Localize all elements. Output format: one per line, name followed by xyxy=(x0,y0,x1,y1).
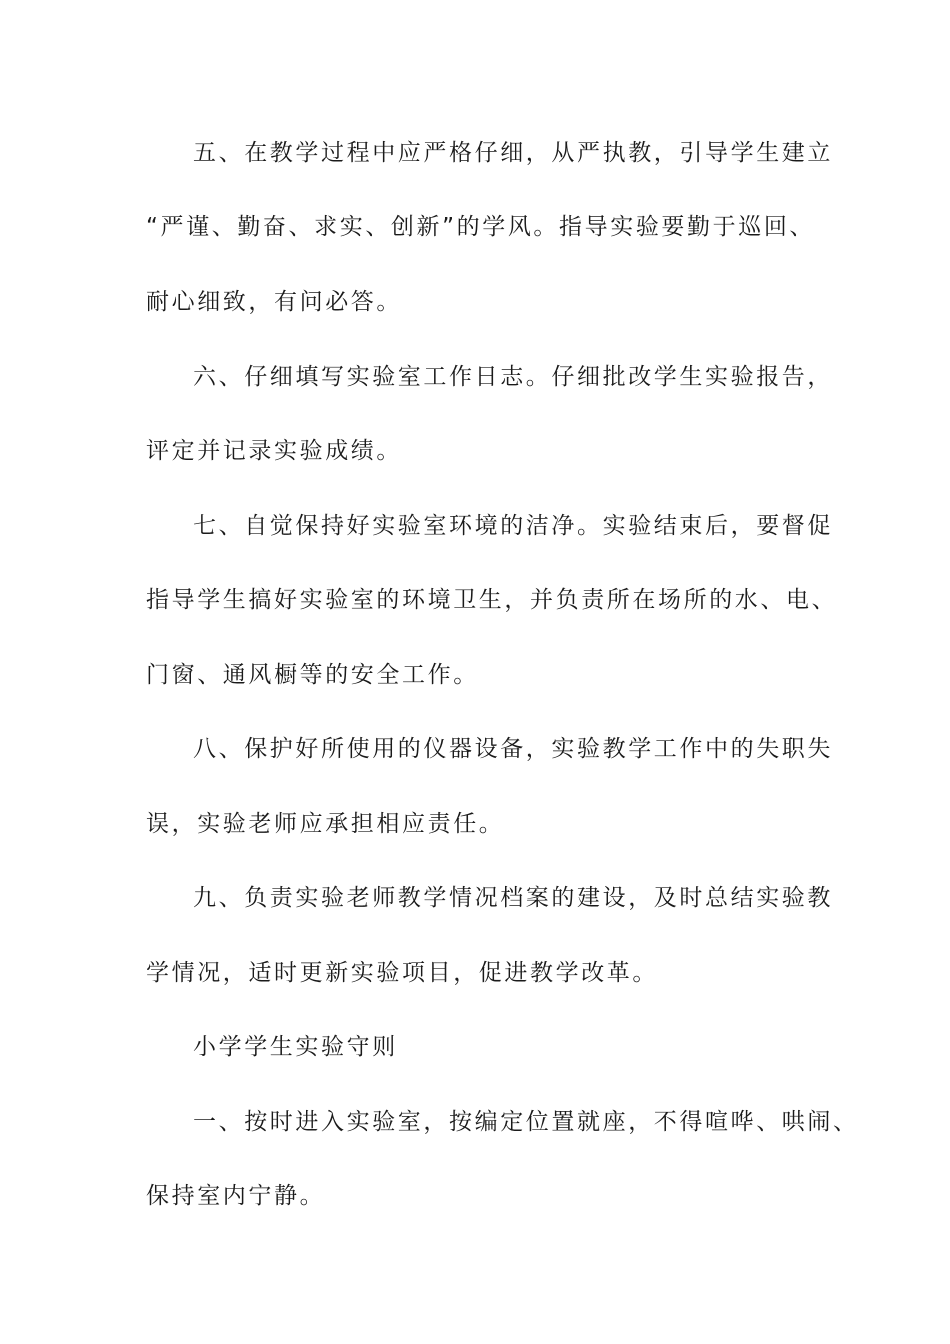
paragraph-8-line-1: 八、保护好所使用的仪器设备，实验教学工作中的失职失 xyxy=(193,736,833,762)
rule-1-line-1: 一、按时进入实验室，按编定位置就座，不得喧哗、哄闹、 xyxy=(193,1109,859,1135)
paragraph-5-line-3: 耐心细致，有问必答。 xyxy=(146,289,402,315)
paragraph-7-line-1: 七、自觉保持好实验室环境的洁净。实验结束后，要督促 xyxy=(193,513,833,539)
paragraph-6-line-2: 评定并记录实验成绩。 xyxy=(146,438,402,464)
paragraph-7-line-2: 指导学生搞好实验室的环境卫生，并负责所在场所的水、电、 xyxy=(146,587,838,613)
paragraph-8-line-2: 误，实验老师应承担相应责任。 xyxy=(146,811,505,837)
section-heading: 小学学生实验守则 xyxy=(193,1034,398,1060)
paragraph-9-line-2: 学情况，适时更新实验项目，促进教学改革。 xyxy=(146,960,658,986)
paragraph-5-line-2: “严谨、勤奋、求实、创新”的学风。指导实验要勤于巡回、 xyxy=(146,214,816,240)
paragraph-7-line-3: 门窗、通风橱等的安全工作。 xyxy=(146,662,479,688)
paragraph-9-line-1: 九、负责实验老师教学情况档案的建设，及时总结实验教 xyxy=(193,885,833,911)
rule-1-line-2: 保持室内宁静。 xyxy=(146,1183,326,1209)
paragraph-5-line-1: 五、在教学过程中应严格仔细，从严执教，引导学生建立 xyxy=(193,140,833,166)
paragraph-6-line-1: 六、仔细填写实验室工作日志。仔细批改学生实验报告， xyxy=(193,364,833,390)
